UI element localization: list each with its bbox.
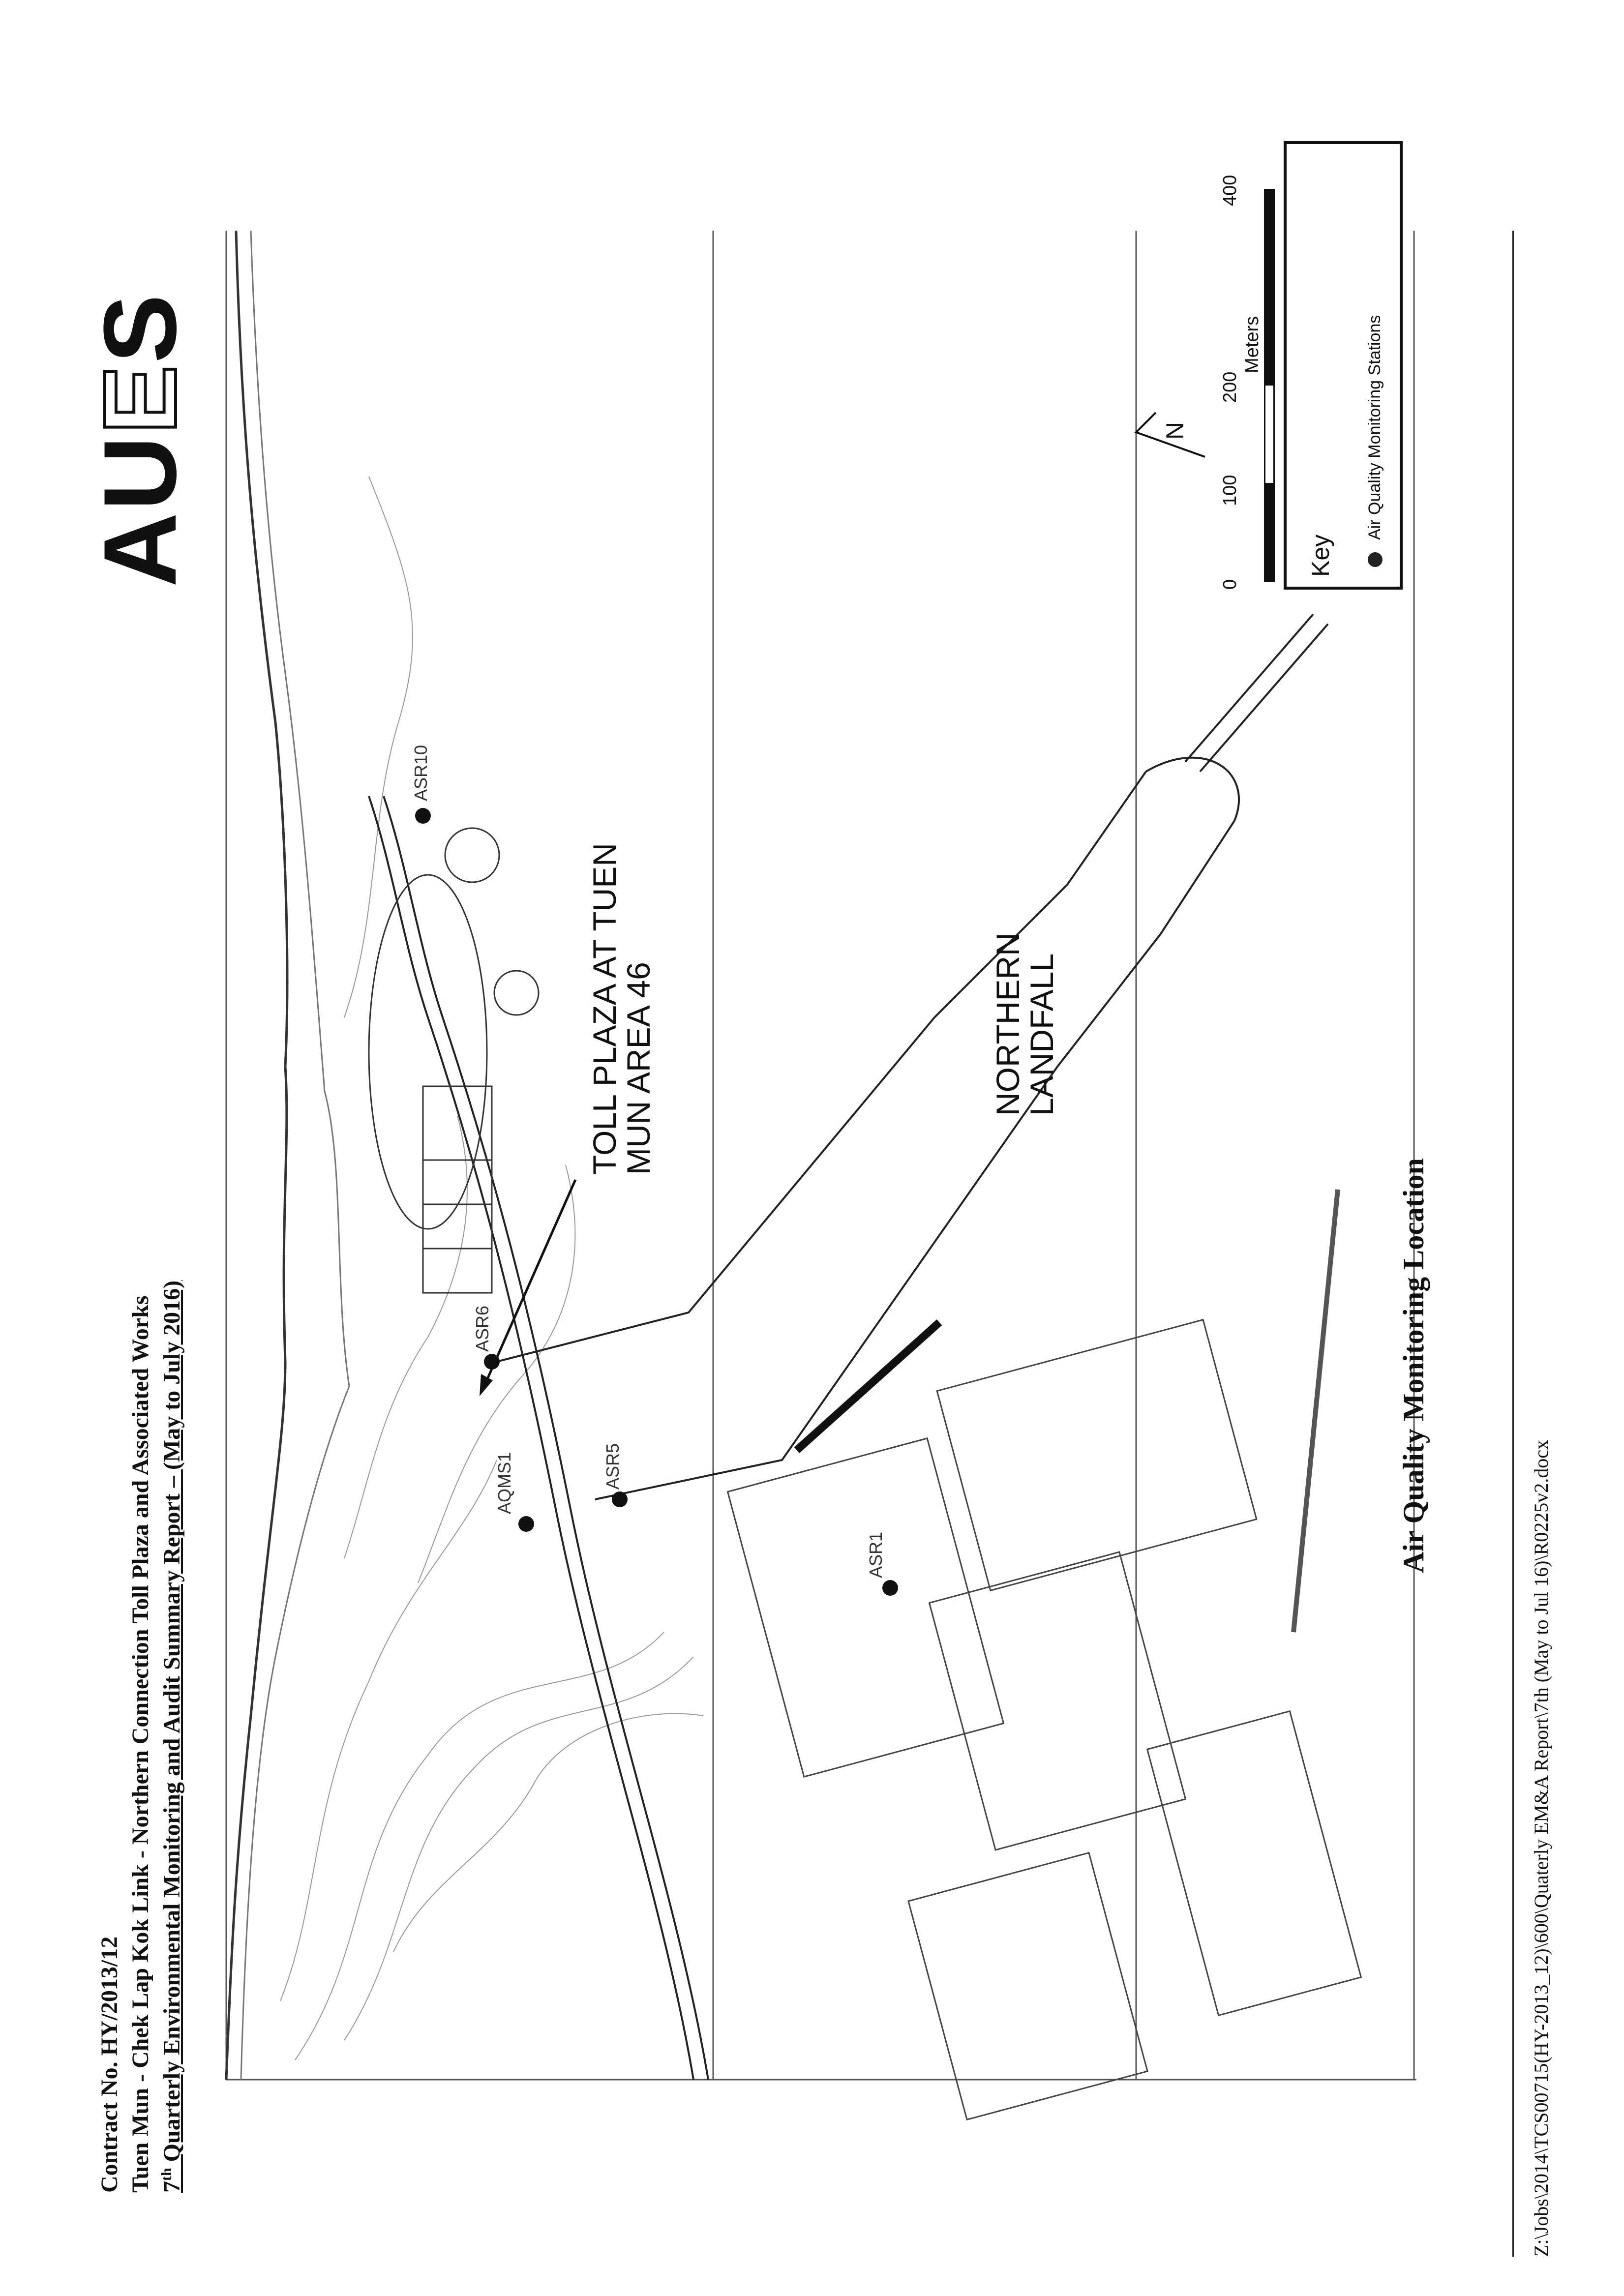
north-arrow-label: N <box>1161 421 1189 440</box>
project-title: Tuen Mun - Chek Lap Kok Link - Northern Connection Toll Plaza and Associated Works <box>127 1295 153 2193</box>
scale-bar-graphic <box>1264 189 1275 582</box>
station-marker-asr6 <box>484 1354 500 1370</box>
station-label-aqms1: AQMS1 <box>494 1452 514 1514</box>
scale-bar <box>1215 147 1274 590</box>
station-marker-asr5 <box>612 1491 628 1507</box>
toll-plaza-label: TOLL PLAZA AT TUEN MUN AREA 46 <box>586 843 657 1175</box>
coastline <box>226 231 287 2080</box>
station-marker-asr1 <box>882 1580 898 1596</box>
station-marker-asr10 <box>415 808 431 824</box>
station-label-asr1: ASR1 <box>866 1531 886 1578</box>
contract-number: Contract No. HY/2013/12 <box>96 1936 122 2193</box>
station-marker-aqms1 <box>518 1516 534 1532</box>
station-label-asr5: ASR5 <box>602 1443 623 1490</box>
north-arrow <box>1126 403 1210 467</box>
legend-item-label: Air Quality Monitoring Stations <box>1365 315 1384 540</box>
report-title: 7th Quarterly Environmental Monitoring and Audit Summary Report – (May to July 2016) <box>158 1280 185 2193</box>
northern-landfall-label: NORTHERN LANDFALL <box>990 932 1060 1116</box>
scale-tick-0: 0 <box>1220 579 1240 590</box>
legend <box>1284 141 1403 590</box>
station-dot-icon <box>1368 552 1383 567</box>
station-label-asr10: ASR10 <box>411 745 431 801</box>
scale-unit: Meters <box>1242 316 1263 373</box>
aues-logo: AUES <box>82 292 198 587</box>
figure-title: Air Quality Monitoring Location <box>1397 1158 1430 1573</box>
legend-title: Key <box>1307 534 1334 577</box>
station-label-asr6: ASR6 <box>472 1305 492 1352</box>
footer-file-path: Z:\Jobs\2014\TCS00715(HY-2013_12)\600\Quaterly EM&A Report\7th (May to Jul 16)\R0225v2.docx <box>1530 1439 1552 2257</box>
scale-tick-100: 100 <box>1220 475 1240 506</box>
scale-tick-200: 200 <box>1220 371 1240 403</box>
scale-tick-400: 400 <box>1220 175 1240 206</box>
footer-divider <box>1512 231 1514 2257</box>
